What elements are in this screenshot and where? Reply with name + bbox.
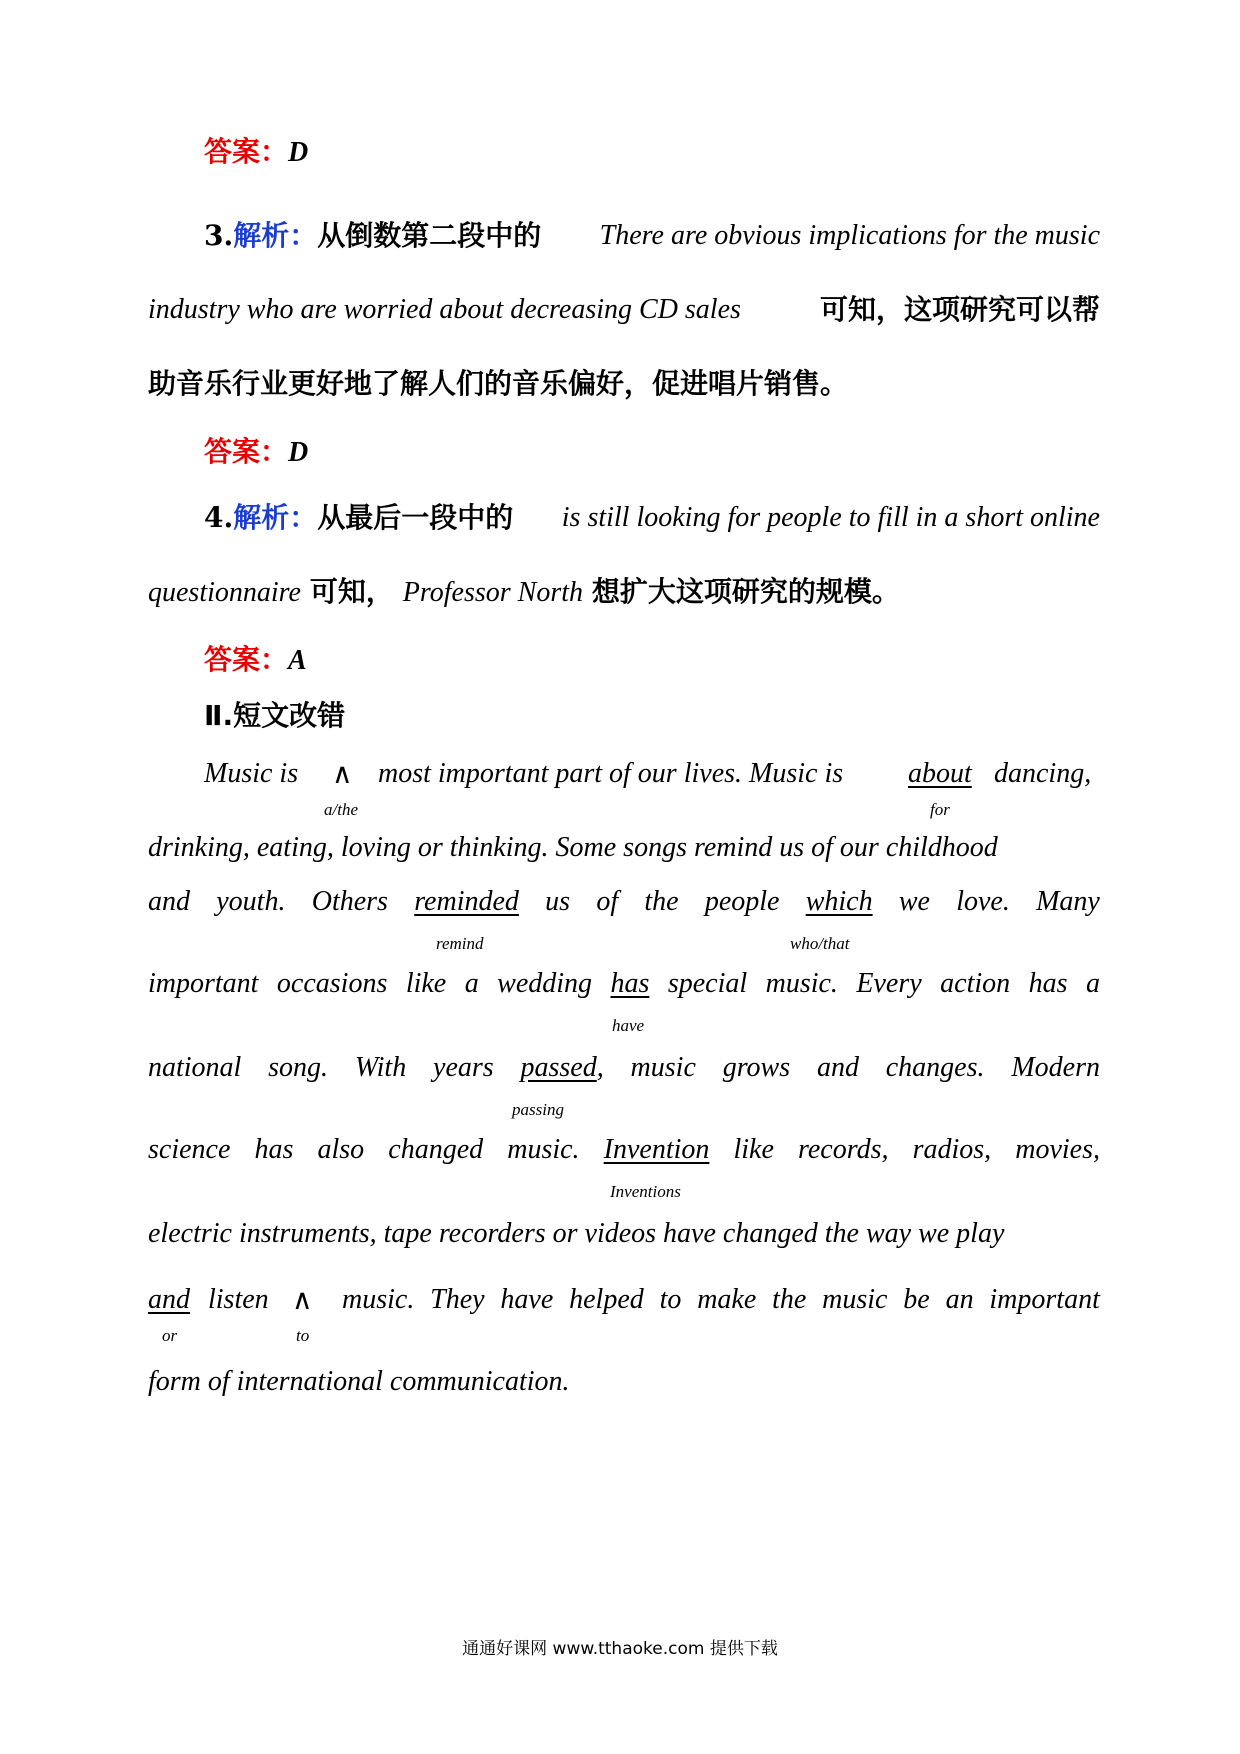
- essay-line-6: science has also changed music. Invention like records, radios, movies,: [148, 1132, 1100, 1168]
- answer-line-3: [204, 642, 307, 679]
- analysis-conclusion: 可知，这项研究可以帮: [819, 293, 1100, 326]
- answer-line-2: [204, 434, 308, 471]
- error-word: which: [805, 886, 873, 917]
- correction-label: or: [162, 1326, 178, 1345]
- essay-line-4: important occasions like a wedding has special music. Every action has a: [148, 966, 1100, 1002]
- analysis-conclusion: 想扩大这项研究的规模。: [591, 575, 900, 608]
- essay-line-3: and youth. Others reminded us of the people which we love. Many: [148, 884, 1100, 920]
- answer-label: 答案：: [204, 135, 289, 168]
- error-word: passed: [520, 1052, 597, 1083]
- page-footer: 通通好课网 www.tthaoke.com 提供下载: [462, 1639, 778, 1659]
- item4-line-1: [204, 500, 1100, 536]
- item-number: 3.: [204, 219, 234, 252]
- error-word: Invention: [603, 1134, 710, 1165]
- item-number: 4.: [204, 501, 234, 534]
- essay-line-9: form of international communication.: [148, 1366, 570, 1397]
- insert-caret-icon: ∧: [332, 757, 353, 790]
- error-word: and: [148, 1284, 190, 1315]
- essay-words: most important part of our lives. Music is: [378, 758, 844, 789]
- error-word: reminded: [414, 886, 519, 917]
- correction-label: passing: [512, 1100, 564, 1119]
- error-word: about: [908, 758, 972, 789]
- section-title: Ⅱ.短文改错: [204, 699, 346, 732]
- insert-caret-icon: ∧: [292, 1283, 313, 1316]
- analysis-label: 解析：: [233, 501, 318, 534]
- analysis-quote: is still looking for people to fill in a short online: [561, 502, 1100, 533]
- essay-word: Music is: [204, 758, 299, 789]
- essay-word: dancing,: [994, 758, 1092, 789]
- essay-line-7: electric instruments, tape recorders or videos have changed the way we play: [148, 1218, 1005, 1249]
- struck-word: the: [772, 1284, 807, 1315]
- item3-line-1: [204, 218, 1100, 254]
- answer-label: 答案：: [204, 643, 289, 676]
- item4-line-2: [148, 574, 900, 611]
- item3-line-2: [148, 292, 1100, 328]
- answer-value: D: [288, 437, 309, 468]
- answer-value: D: [288, 137, 309, 168]
- analysis-conclusion: 助音乐行业更好地了解人们的音乐偏好，促进唱片销售。: [148, 367, 849, 400]
- answer-label: 答案：: [204, 435, 289, 468]
- correction-label: Inventions: [610, 1182, 681, 1201]
- answer-line-1: [204, 134, 308, 171]
- analysis-intro: 从最后一段中的: [317, 501, 514, 534]
- correction-label: to: [296, 1326, 310, 1345]
- professor-name: Professor North: [402, 577, 583, 608]
- essay-line-5: national song. With years passed, music grows and changes. Modern: [148, 1052, 1100, 1083]
- item3-line-3: [148, 366, 848, 402]
- correction-label: who/that: [790, 934, 850, 953]
- essay-line-2: drinking, eating, loving or thinking. Some songs remind us of our childhood: [148, 832, 998, 863]
- analysis-quote: questionnaire: [148, 577, 301, 608]
- analysis-quote: industry who are worried about decreasing CD sales: [148, 294, 741, 325]
- correction-label: have: [612, 1016, 645, 1035]
- analysis-intro: 从倒数第二段中的: [317, 219, 542, 252]
- correction-label: for: [930, 800, 950, 819]
- correction-label: remind: [436, 934, 484, 953]
- answer-value: A: [288, 645, 307, 676]
- error-word: has: [610, 968, 650, 999]
- analysis-mid: 可知，: [309, 575, 394, 608]
- correction-label: a/the: [324, 800, 358, 819]
- analysis-quote: There are obvious implications for the music: [599, 220, 1100, 251]
- analysis-label: 解析：: [233, 219, 318, 252]
